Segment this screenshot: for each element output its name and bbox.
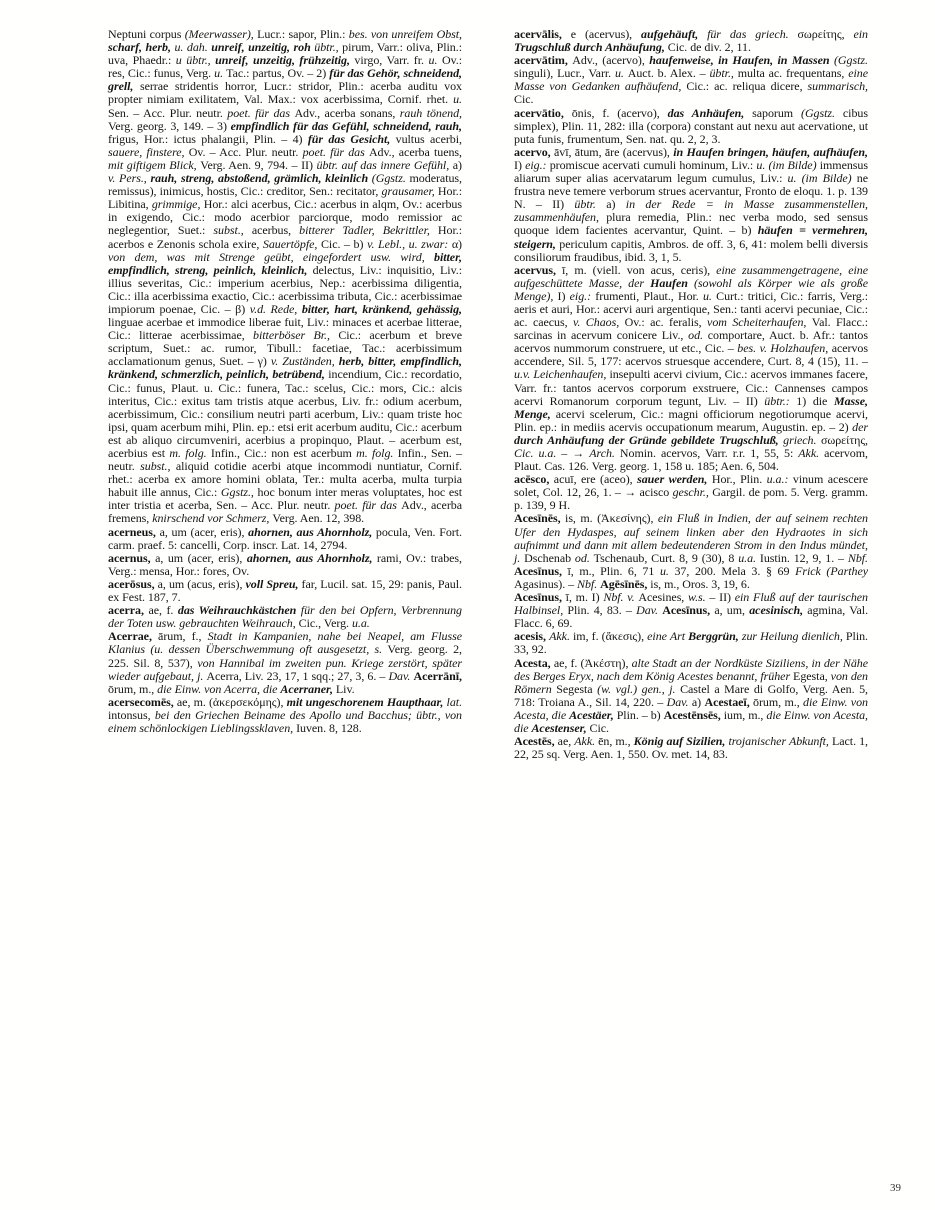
text-run: Acesīnus, xyxy=(514,563,568,578)
text-run: Acerrae, xyxy=(108,629,159,644)
text-run: ium, m., xyxy=(723,707,767,722)
text-run: Trugschluß durch Anhäufung, xyxy=(514,40,668,55)
text-run: w.s. xyxy=(688,590,710,605)
text-run: bes. von unreifem Obst, xyxy=(348,27,463,41)
text-run: von Hannibal im zweiten pun. Kriege zerstört, später wieder aufgebaut, j. xyxy=(108,655,463,683)
text-run: sauere, finstere, xyxy=(108,144,189,159)
text-run: übtr.: xyxy=(764,393,797,408)
text-run: Nbf. xyxy=(577,576,601,591)
text-run: – II) xyxy=(709,590,735,605)
text-run: a) xyxy=(606,197,626,212)
text-run: I) xyxy=(514,157,526,172)
text-run: pirum, Varr.: oliva, Plin.: uva, Phaedr.: xyxy=(108,40,462,68)
text-run: Cic. – b) xyxy=(320,236,368,251)
text-run: Plin. – b) xyxy=(616,707,664,722)
text-run: periculum capitis, Ambros. de off. 3, 6, 41: molem belli diversis consiliorum fraudibus, ibid. 3, 1, 5. xyxy=(514,236,868,264)
text-run: v.d. Rede, xyxy=(249,301,302,316)
dictionary-entry xyxy=(514,512,868,591)
text-run: multa ac. frequentans, xyxy=(737,66,849,81)
text-run: acervātim, xyxy=(514,53,573,68)
text-run: linguae acerbae et immodice liberae fuit, Liv.: minaces et acerbae litterae, Cic.: litterae acerbissimae, xyxy=(108,315,462,343)
text-run: für das Gesicht, xyxy=(307,131,396,146)
text-run: is, m. (Ἀκεσίνης), xyxy=(565,511,658,526)
text-run: far, Lucil. sat. 15, 29: panis, Paul. ex Fest. 187, 7. xyxy=(108,576,462,605)
text-run: Auct. b. Alex. – xyxy=(627,66,710,81)
text-run: Infin., Sen. – neutr. xyxy=(108,446,462,474)
text-run: Infin., Cic.: non est acerbum xyxy=(210,446,357,460)
text-run: cibus simplex), Plin. 11, 282: illa (corpora) constant aut nexu aut acervatione, ut puta funis, frumentum, Sen. nat. qu. 2, 2, 3. xyxy=(514,105,868,146)
dictionary-entry xyxy=(108,578,462,604)
text-run: Nbf. xyxy=(847,550,868,565)
dictionary-entry xyxy=(108,552,462,578)
text-run: bitterböser Br., xyxy=(253,328,339,343)
text-run: subst., xyxy=(213,223,252,238)
dictionary-entry xyxy=(514,657,868,736)
text-run: Acesīnus, xyxy=(514,590,566,605)
text-run: acerbus, xyxy=(251,223,300,238)
text-run: König auf Sizilien, xyxy=(633,734,729,749)
text-run: bes. v. Holzhaufen, xyxy=(737,341,832,356)
text-run: bitter, empfindlich, streng, peinlich, kleinlich, xyxy=(108,249,462,277)
text-run: Acestēnsēs, xyxy=(663,707,724,722)
text-run: Acestēs, xyxy=(514,734,558,749)
text-run: immensus aliarum super alias acervatarum legum cumulus, Liv.: xyxy=(514,157,868,186)
text-run: ahornen, aus Ahornholz, xyxy=(246,550,377,565)
text-run: acerra, xyxy=(108,603,149,618)
text-run: u.a.: xyxy=(766,472,793,487)
text-run: incendium, Cic.: recordatio, Cic.: funus, Plaut. u. Cic.: funera, Tac.: scelus, Cic.: mors, Cic.: alcis interitus, Cic.: exitus tam tristis atque acerbus, Liv. fr.: odium acerbum, acerbissimum, Cic.: consilium neutri parti acerbum, Liv.: quam triste hoc ipsi, quam acerbum mihi, Plin. ep.: etsi erit acerbum auditu, Cic.: acerbum est ab aliquo circumveniri, acerbius a propinquo, Plaut. – acerbum est, acerbius est xyxy=(108,367,462,460)
text-run: aufgehäuft, xyxy=(641,27,708,41)
text-run: v. Zuständen, xyxy=(270,354,339,369)
text-run: acersecomēs, xyxy=(108,694,177,709)
text-run: Acestäer, xyxy=(569,707,617,722)
text-run: der xyxy=(852,419,868,434)
text-run: Cic. xyxy=(514,92,534,107)
text-run: Dav. xyxy=(666,694,692,709)
text-run: Neptuni corpus xyxy=(108,27,185,41)
text-run: geschr., xyxy=(672,485,713,500)
text-run: acervi scelerum, Cic.: magni officiorum negotiorumque acervi, Plin. ep.: in mediis acervis occupationum mearum, Augustin. ep. – 2) xyxy=(514,406,868,434)
text-run: ī, m. (viell. von acus, ceris), xyxy=(562,262,717,277)
text-run: (Meerwasser), xyxy=(184,27,258,41)
text-run: durch Anhäufung der Gründe gebildete Trugschluß, xyxy=(514,432,784,447)
text-run: od. xyxy=(688,328,708,343)
text-run: comportare, Auct. b. Afr.: tantos acervos nummorum construere, ut etc., Cic. – xyxy=(514,328,868,356)
text-run: acesis, xyxy=(514,629,550,644)
text-run: Adv., acerba tuens, xyxy=(368,144,462,159)
text-run: a, um (acus, eris), xyxy=(157,576,246,591)
text-run: in Haufen bringen, häufen, aufhäufen, xyxy=(673,144,868,159)
dictionary-entry xyxy=(108,630,462,695)
dictionary-entry xyxy=(514,473,868,512)
text-run: acuī, ere (aceo), xyxy=(553,472,638,487)
text-run: unreif, unzeitig, roh xyxy=(211,40,315,55)
text-run: eine Art xyxy=(647,629,689,644)
text-run: ein Fluß auf der taurischen Halbinsel, xyxy=(514,590,869,618)
text-run: herb, bitter, empfindlich, kränkend, schmerzlich, peinlich, betrübend, xyxy=(108,354,462,382)
text-run: Ggstz., xyxy=(220,485,258,500)
text-run: Acestenser, xyxy=(531,720,590,735)
text-run: frigus, Hor.: ictus phalangii, Plin. – 4) xyxy=(108,131,308,146)
text-run: Egesta, xyxy=(793,668,831,683)
text-run: α) xyxy=(451,236,462,251)
text-run: plura remedia, Plin.: nec verba modo, sed sensus quoque idem facientes acervantur, Quint. – b) xyxy=(514,210,868,238)
text-run: promiscue acervati cumuli hominum, Liv.: xyxy=(549,157,757,172)
page-number: 39 xyxy=(890,1182,901,1194)
text-run: Verg. Aen. 12, 398. xyxy=(272,511,365,526)
text-run: Hor.: acerbos e Zenonis schola exire, xyxy=(108,223,463,251)
text-run: acēsco, xyxy=(514,472,554,487)
text-run: übtr., xyxy=(314,40,343,55)
text-run: in der Rede = in Masse zusammenstellen, zusammenhäufen, xyxy=(514,197,868,225)
text-run: u. (im Bilde) xyxy=(787,171,857,186)
text-run: Verg. georg. 3, 149. – 3) xyxy=(108,118,231,133)
text-run: im, f. (ἄκεσις), xyxy=(573,629,648,644)
text-run: Acerra, Liv. 23, 17, 1 sqq.; 27, 3, 6. – xyxy=(206,668,389,683)
text-run: Segesta xyxy=(556,681,598,696)
text-run: 1) die xyxy=(796,393,834,408)
text-run: das Weihrauchkästchen xyxy=(177,603,301,618)
text-run: acerōsus, xyxy=(108,576,158,591)
text-run: a, um (acer, eris), xyxy=(159,524,249,539)
text-run: Verg. georg. 2, 225. Sil. 8, 537), xyxy=(108,642,462,670)
text-run: übtr. auf das innere Gefühl, xyxy=(316,157,453,172)
dictionary-entry xyxy=(108,526,462,552)
text-run: acerneus, xyxy=(108,524,160,539)
text-run: ahornen, aus Ahornholz, xyxy=(248,524,376,539)
text-run: ae, m. (ἀκερσεκόμης), xyxy=(176,694,287,709)
text-run: Acestaeī, xyxy=(704,694,754,709)
text-run: u. xyxy=(659,563,675,578)
text-run: Adv., acerba sonans, xyxy=(294,105,400,120)
dictionary-entry xyxy=(514,264,868,474)
text-run: Curt.: tritici, Cic.: farris, Verg.: aeris et auri, Hor.: acervi auri argentique, Sen.: tanti acervi pecuniae, Cic.: ac. caecus, xyxy=(514,288,868,330)
text-run: Adv., (acervo), xyxy=(572,53,650,68)
text-run: Sauertöpfe, xyxy=(262,236,321,251)
text-run: virgo, Varr. fr. xyxy=(354,53,429,68)
text-run: ī, m. I) xyxy=(565,590,604,605)
text-run: trojanischer Abkunft, xyxy=(728,734,832,749)
text-run: Acerrānī, xyxy=(413,668,462,683)
text-run: Dav. xyxy=(636,603,663,618)
dictionary-entry xyxy=(514,735,868,761)
text-run: grausamer, xyxy=(381,184,438,199)
text-run: zur Heilung dienlich, xyxy=(741,629,846,644)
text-run: rami, Ov.: trabes, Verg.: mensa, Hor.: fores, Ov. xyxy=(108,550,463,578)
text-run: Plin. 4, 83. – xyxy=(567,603,637,618)
text-block xyxy=(108,28,868,761)
text-run: ne frustra neve temere verborum strues acervantur, Fronto de eloqu. 1. p. 139 N. – II) xyxy=(514,171,868,212)
text-run: singuli), Lucr., Varr. xyxy=(514,66,615,81)
text-run: poet. für das xyxy=(334,498,402,513)
text-run: Acesīnus, xyxy=(662,603,715,618)
text-run: ae, f. (Ἀκέστη), xyxy=(553,655,632,670)
text-run: v. Chaos, xyxy=(573,315,625,330)
text-run: haufenweise, in Haufen, in Massen xyxy=(649,53,834,68)
text-run: u übtr., xyxy=(175,53,216,68)
dictionary-entry xyxy=(514,54,868,106)
dictionary-entry xyxy=(108,604,462,630)
text-run: für das Gehör, schneidend, grell, xyxy=(108,66,462,94)
text-run: ārum, f., xyxy=(158,629,208,644)
text-run: häufen = vermehren, steigern, xyxy=(514,223,869,251)
text-run: aliquid cotidie acerbi atque incommodi nuntiatur, Cornif. rhet.: acerba ex amore homini oblata, Ter.: multa acerba, multa turpia habuit ille annus, Cic.: xyxy=(108,459,462,500)
text-run: u.a. xyxy=(738,550,760,565)
text-run: Castel a Mare di Golfo, Verg. Aen. 5, 718: Troiana A., Sil. 14, 220. – xyxy=(514,681,868,709)
text-run: a) xyxy=(452,157,462,172)
text-run: u.v. Leichenhaufen, xyxy=(514,367,610,382)
text-run: (sowohl als Körper wie als große Menge), xyxy=(514,275,869,303)
text-run: ōrum, m., xyxy=(108,681,158,696)
text-run: ī, m., Plin. 6, 71 xyxy=(567,563,660,578)
text-run: moderatus, remissus), inimicus, hostis, Cic.: creditor, Sen.: recitator, xyxy=(108,171,463,199)
text-run: vultus acerbi, xyxy=(395,131,462,146)
text-run: acesinisch, xyxy=(749,603,808,618)
text-run: ae, xyxy=(557,734,575,749)
text-run: lat. xyxy=(446,694,463,709)
text-run: Cic. de div. 2, 11. xyxy=(667,40,751,55)
text-run: is, m., Oros. 3, 19, 6. xyxy=(650,576,750,591)
text-run: σωρείτης, xyxy=(820,432,868,447)
text-run: für den bei Opfern, Verbrennung der Toten usw. gebrauchten Weihrauch, xyxy=(108,603,462,631)
text-run: Cic.: ac. reliqua dicere, xyxy=(686,79,808,94)
text-run: Akk. xyxy=(549,629,574,644)
text-run: u. xyxy=(453,92,462,107)
text-run: Val. Flacc.: sarcinas in acervum conicere Liv., xyxy=(514,315,868,343)
text-run: acervus, xyxy=(514,262,563,277)
text-run: 37, 200. Mela 3. § 69 xyxy=(674,563,796,578)
text-run: Sen. – Acc. Plur. neutr. xyxy=(108,105,228,120)
text-run: Iustin. 12, 9, 1. – xyxy=(759,550,848,565)
text-run: – → xyxy=(561,446,590,460)
text-run: ēn, m., xyxy=(598,734,634,749)
text-run: übtr. xyxy=(574,197,607,212)
text-run: σωρείτης, xyxy=(797,27,854,41)
text-run: rauh, streng, abstoßend, grämlich, kleinlich xyxy=(150,171,372,186)
text-run: Iuven. 8, 128. xyxy=(296,720,362,735)
dictionary-entry xyxy=(108,28,462,526)
text-run: intonsus, xyxy=(108,707,155,722)
text-run: u.a. xyxy=(351,616,370,631)
text-run: acernus, xyxy=(108,550,156,565)
text-run: grimmige, xyxy=(151,197,204,212)
text-run: übtr., xyxy=(709,66,738,81)
dictionary-entry xyxy=(514,630,868,656)
text-run: mit giftigem Blick, xyxy=(108,157,201,172)
text-run: Acesīnēs, xyxy=(514,511,566,526)
text-run: eine zusammengetragene, eine aufgeschüttete Masse, der xyxy=(514,262,868,290)
text-run: Hor., Plin. xyxy=(711,472,767,487)
text-run: v. Pers., xyxy=(108,171,151,186)
text-run: unreif, unzeitig, frühzeitig, xyxy=(215,53,355,68)
text-run: delectus, Liv.: inquisitio, Liv.: illius severitas, Cic.: imperium acerbius, Nep.: acerbissima diligentia, Cic.: illa acerbissima exactio, Cic.: acerbissima tributa, Cic.: acerbissimae impiorum poenae, Cic. – β) xyxy=(108,262,462,316)
text-run: (Ggstz. xyxy=(801,105,843,120)
text-run: Akk. xyxy=(798,446,825,460)
text-run: Berggrün, xyxy=(688,629,742,644)
dictionary-entry xyxy=(514,28,868,54)
text-run: serrae stridentis horror, Lucr.: stridor, Plin.: acerba auditu vox propter nimiam exilitatem, Val. Max.: vox acerbissima, Cornif. rhet. xyxy=(108,79,462,107)
text-run: poet. für das xyxy=(302,144,369,159)
text-run: Frick (Parthey xyxy=(795,563,869,578)
text-run: ae, f. xyxy=(148,603,178,618)
text-run: u. dah. xyxy=(174,40,212,55)
text-run: acervālis, xyxy=(514,27,571,41)
text-run: m. folg. xyxy=(356,446,398,460)
text-run: u. xyxy=(614,66,628,81)
text-run: Stadt in Kampanien, nahe bei Neapel, am Flusse Klanius (u. dessen Überschwemmung oft ausgesetzt, s. xyxy=(108,629,462,657)
text-run: Nbf. v. xyxy=(603,590,639,605)
text-run: Dav. xyxy=(388,668,414,683)
text-run: eine Masse von Gedanken aufhäufend, xyxy=(514,66,868,94)
text-run: I) xyxy=(557,288,570,303)
text-run: Dschenab xyxy=(524,550,575,565)
text-run: alte Stadt an der Nordküste Siziliens, in der Nähe des Berges Eryx, nach dem König Acestes benannt, früher xyxy=(514,655,869,683)
text-run: Tschenaub, Curt. 8, 9 (30), 8 xyxy=(593,550,739,565)
text-run: acervātio, xyxy=(514,105,572,120)
text-run: Agēsīnēs, xyxy=(600,576,651,591)
text-run: u. (im Bilde) xyxy=(756,157,820,172)
text-run: Cic., Verg. xyxy=(298,616,352,631)
text-run: von den Römern xyxy=(514,668,868,696)
text-run: Nomin. acervos, Varr. r.r. 1, 55, 5: xyxy=(619,446,799,460)
text-run: (Ggstz. xyxy=(371,171,410,186)
dictionary-entry xyxy=(514,146,868,264)
text-run: das Anhäufen, xyxy=(667,105,753,120)
text-run: bitterer Tadler, Bekrittler, xyxy=(299,223,438,238)
text-run: hoc bonum inter meras voluptates, hoc est inter tristia et acerba, Sen. – Acc. Plur. neutr. xyxy=(108,485,462,513)
text-run: subst., xyxy=(140,459,176,474)
text-run: frumenti, Plaut., Hor. xyxy=(595,288,703,303)
text-run: Acerraner, xyxy=(280,681,336,696)
text-run: a) xyxy=(691,694,705,709)
text-run: od. xyxy=(574,550,594,565)
text-run: Gargil. de pom. 5. Verg. gramm. p. 139, 9 H. xyxy=(514,485,868,513)
text-run: für das griech. xyxy=(707,27,798,41)
text-run: saporum xyxy=(752,105,801,120)
text-run: empfindlich für das Gefühl, schneidend, rauh, xyxy=(230,118,462,133)
text-run: Ov.: ac. feralis, xyxy=(624,315,708,330)
text-run: bei den Griechen Beiname des Apollo und Bacchus; übtr., von einem schönlockigen Lieblingssklaven, xyxy=(108,707,463,735)
text-run: rauh tönend, xyxy=(399,105,463,120)
text-run: vom Scheiterhaufen, xyxy=(707,315,812,330)
text-run: eig.: xyxy=(525,157,550,172)
text-run: Adv., acerba fremens, xyxy=(108,498,462,526)
text-run: u. xyxy=(214,66,227,81)
text-run: ein Fluß in Indien, der auf seinem rechten Ufer den Hydaspes, auf seinem linken aber den Hydraotes in sich aufnimmt und dann mit allem bedeutenderen Strom in den Indus mündet, j. xyxy=(514,511,868,565)
text-run: pocula, Ven. Fort. carm. praef. 5: cancelli, Corp. inscr. Lat. 14, 2794. xyxy=(108,524,462,552)
text-run: sauer werden, xyxy=(637,472,712,487)
text-run: Lact. 1, 22, 25 sq. Verg. Aen. 1, 550. Ov. met. 14, 83. xyxy=(514,734,869,762)
text-run: vinum acescere solet, Col. 12, 26, 1. – → acisco xyxy=(514,472,869,500)
text-run: poet. für das xyxy=(227,105,295,120)
text-run: Lucr.: sapor, Plin.: xyxy=(257,27,349,41)
dictionary-entry xyxy=(108,696,462,735)
text-run: Hor.: Libitina, xyxy=(108,184,462,212)
text-run: Verg. Aen. 9, 794. – II) xyxy=(200,157,317,172)
text-run: voll Spreu, xyxy=(245,576,302,591)
text-run: griech. xyxy=(783,432,821,447)
text-run: m. folg. xyxy=(169,446,211,460)
text-run: (w. vgl.) gen., j. xyxy=(597,681,681,696)
text-run: Agasinus). – xyxy=(514,576,578,591)
text-run: Masse, Menge, xyxy=(514,393,868,421)
text-run: Arch. xyxy=(589,446,620,460)
text-run: Haufen xyxy=(650,275,694,290)
text-run: die Einw. von Acesta, die xyxy=(514,694,868,722)
text-run: āvī, ātum, āre (acervus), xyxy=(553,144,674,159)
text-run: von dem, was mit Strenge geübt, eingefordert usw. wird, xyxy=(108,249,434,264)
text-run: mit ungeschorenem Haupthaar, xyxy=(286,694,447,709)
text-run: Hor.: alci acerbus, Cic.: acerbus in alqm, Ov.: acerbus in exigendo, Cic.: modo acerbior parciorque, modo remissior ac neglegentior, Suet.: xyxy=(108,197,462,238)
text-run: acervos accendere, Sil. 5, 177: acervos struesque accendere, Curt. 8, 4 (15), 11. – xyxy=(514,341,868,369)
text-run: Ov. – Acc. Plur. neutr. xyxy=(188,144,303,159)
text-run: acervom, Plaut. Cas. 126. Verg. georg. 1, 158 u. 185; Aen. 6, 504. xyxy=(514,446,868,474)
text-run: Cic. xyxy=(589,720,610,735)
text-run: scharf, herb, xyxy=(108,40,175,55)
text-run: Ov.: res, Cic.: funus, Verg. xyxy=(108,53,462,81)
text-run: knirschend vor Schmerz, xyxy=(152,511,273,526)
text-run: Acesta, xyxy=(514,655,554,670)
text-run: a, um, xyxy=(714,603,750,618)
text-run: Acesines, xyxy=(638,590,689,605)
text-run: ōnis, f. (acervo), xyxy=(571,105,668,120)
text-run: Cic. u.a. xyxy=(514,446,562,460)
text-run: Akk. xyxy=(574,734,599,749)
text-run: (Ggstz. xyxy=(833,53,868,68)
text-run: ein xyxy=(853,27,868,41)
text-run: a, um (acer, eris), xyxy=(155,550,247,565)
right-column xyxy=(514,28,868,761)
text-run: eig.: xyxy=(569,288,596,303)
text-run: die Einw. von Acerra, die xyxy=(157,681,281,696)
text-run: agmina, Val. Flacc. 6, 69. xyxy=(514,603,869,631)
text-run: v. Lebl., u. zwar: xyxy=(367,236,452,251)
dictionary-entry xyxy=(514,107,868,146)
text-run: die Einw. von Acesta, die xyxy=(514,707,869,735)
text-run: e (acervus), xyxy=(570,27,642,41)
text-run: bitter, hart, kränkend, gehässig, xyxy=(301,301,462,316)
text-run: summarisch, xyxy=(807,79,868,94)
text-run: u. xyxy=(428,53,442,68)
text-run: u. xyxy=(702,288,717,303)
text-run: Plin. 33, 92. xyxy=(514,629,868,657)
text-run: acervo, xyxy=(514,144,554,159)
text-run: Cic.: acerbum et breve scriptum, Suet.: ac. rumor, Tibull.: facetiae, Tac.: acerbissimum acclamationum genus, Suet. – γ) xyxy=(108,328,463,369)
text-run: Liv. xyxy=(335,681,355,696)
text-run: insepulti acervi civium, Cic.: acervos immanes facere, Varr. fr.: tantos acervos corporum exstruere, Cic.: Cannenses campos acervi Romanorum corporum tegunt, Liv. – II) xyxy=(514,367,868,408)
dictionary-entry xyxy=(514,591,868,630)
text-run: ōrum, m., xyxy=(753,694,804,709)
left-column xyxy=(108,28,462,761)
text-run: Tac.: partus, Ov. – 2) xyxy=(226,66,330,81)
